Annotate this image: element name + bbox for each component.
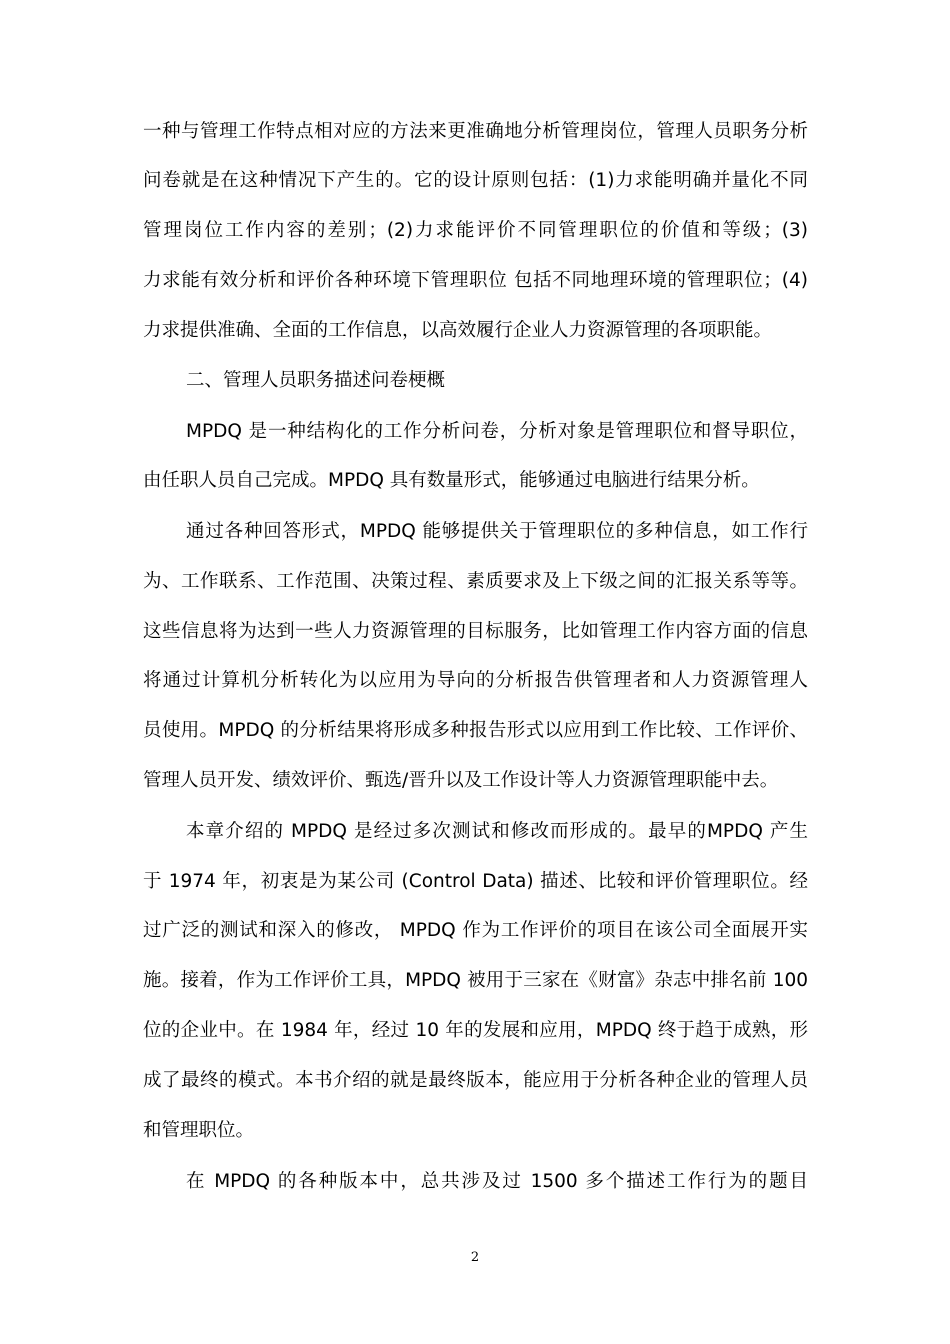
text-line: 和管理职位。 xyxy=(143,1120,255,1141)
text-line: 位的企业中。在 1984 年，经过 10 年的发展和应用，MPDQ 终于趋于成熟，形 xyxy=(143,1020,808,1041)
text-line: 问卷就是在这种情况下产生的。它的设计原则包括：(1)力求能明确并量化不同 xyxy=(143,170,808,191)
text-line: 在 MPDQ 的各种版本中，总共涉及过 1500 多个描述工作行为的题目 xyxy=(186,1171,808,1192)
text-line: 于 1974 年，初衷是为某公司 (Control Data) 描述、比较和评价管理职位。经 xyxy=(143,871,808,892)
text-line: 为、工作联系、工作范围、决策过程、素质要求及上下级之间的汇报关系等等。 xyxy=(143,571,808,592)
text-line: 力求能有效分析和评价各种环境下管理职位 包括不同地理环境的管理职位；(4) xyxy=(143,270,808,291)
text-line: MPDQ 是一种结构化的工作分析问卷，分析对象是管理职位和督导职位， xyxy=(186,421,808,442)
text-line: 将通过计算机分析转化为以应用为导向的分析报告供管理者和人力资源管理人 xyxy=(143,670,808,691)
text-line: 通过各种回答形式，MPDQ 能够提供关于管理职位的多种信息，如工作行 xyxy=(186,521,808,542)
section-heading: 二、管理人员职务描述问卷梗概 xyxy=(186,370,446,391)
text-line: 成了最终的模式。本书介绍的就是最终版本，能应用于分析各种企业的管理人员 xyxy=(143,1070,808,1091)
text-line: 本章介绍的 MPDQ 是经过多次测试和修改而形成的。最早的MPDQ 产生 xyxy=(186,821,808,842)
text-line: 力求提供准确、全面的工作信息，以高效履行企业人力资源管理的各项职能。 xyxy=(143,320,773,341)
text-line: 这些信息将为达到一些人力资源管理的目标服务，比如管理工作内容方面的信息 xyxy=(143,621,808,642)
text-line: 一种与管理工作特点相对应的方法来更准确地分析管理岗位，管理人员职务分析 xyxy=(143,121,808,142)
text-line: 员使用。MPDQ 的分析结果将形成多种报告形式以应用到工作比较、工作评价、 xyxy=(143,720,808,741)
text-line: 由任职人员自己完成。MPDQ 具有数量形式，能够通过电脑进行结果分析。 xyxy=(143,470,760,491)
text-line: 管理人员开发、绩效评价、甄选/晋升以及工作设计等人力资源管理职能中去。 xyxy=(143,770,779,791)
page-number: 2 xyxy=(470,1250,480,1265)
text-line: 施。接着，作为工作评价工具，MPDQ 被用于三家在《财富》杂志中排名前 100 xyxy=(143,970,808,991)
text-line: 过广泛的测试和深入的修改， MPDQ 作为工作评价的项目在该公司全面展开实 xyxy=(143,920,808,941)
text-line: 管理岗位工作内容的差别；(2)力求能评价不同管理职位的价值和等级；(3) xyxy=(143,220,808,241)
